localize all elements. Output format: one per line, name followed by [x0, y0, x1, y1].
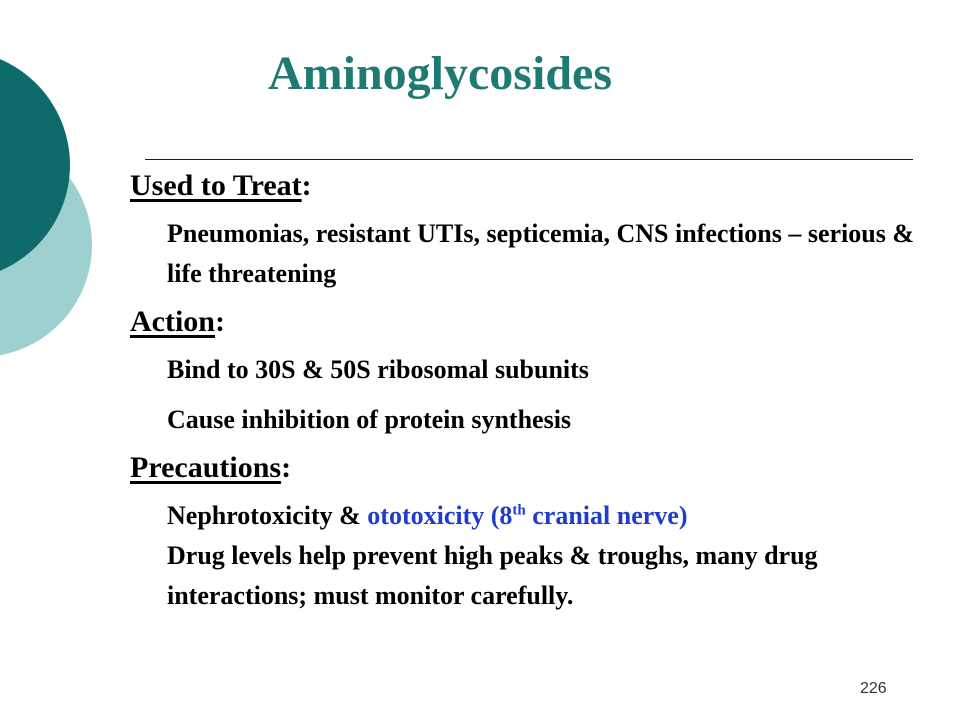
action-line-2: Cause inhibition of protein synthesis [167, 405, 572, 434]
action-line-1: Bind to 30S & 50S ribosomal subunits [167, 355, 589, 384]
heading-colon: : [281, 451, 292, 484]
slide-title: Aminoglycosides [267, 47, 612, 100]
precautions-drug-levels: Drug levels help prevent high peaks & troughs, many drug interactions; must monitor carefully. [167, 541, 818, 610]
precautions-text [167, 496, 930, 616]
page-number: 226 [860, 680, 887, 697]
heading-used-to-treat [130, 168, 930, 204]
heading-precautions-label: Precautions [130, 451, 282, 484]
ototoxicity-text: ototoxicity (8 [367, 501, 513, 530]
treat-text: Pneumonias, resistant UTIs, septicemia, CNS infections – serious & life threatening [167, 219, 915, 288]
heading-colon: : [301, 169, 312, 202]
slide-content [130, 168, 930, 616]
heading-colon: : [215, 305, 225, 338]
precautions-ototoxicity [367, 501, 687, 530]
heading-action-label: Action [130, 305, 215, 338]
ordinal-superscript: th [512, 502, 526, 519]
heading-precautions [130, 450, 930, 486]
title-divider [145, 159, 913, 160]
cranial-nerve-text: cranial nerve) [525, 501, 688, 530]
heading-used-to-treat-label: Used to Treat [130, 169, 302, 202]
precautions-nephrotoxicity: Nephrotoxicity & [167, 501, 368, 530]
heading-action [130, 304, 930, 340]
